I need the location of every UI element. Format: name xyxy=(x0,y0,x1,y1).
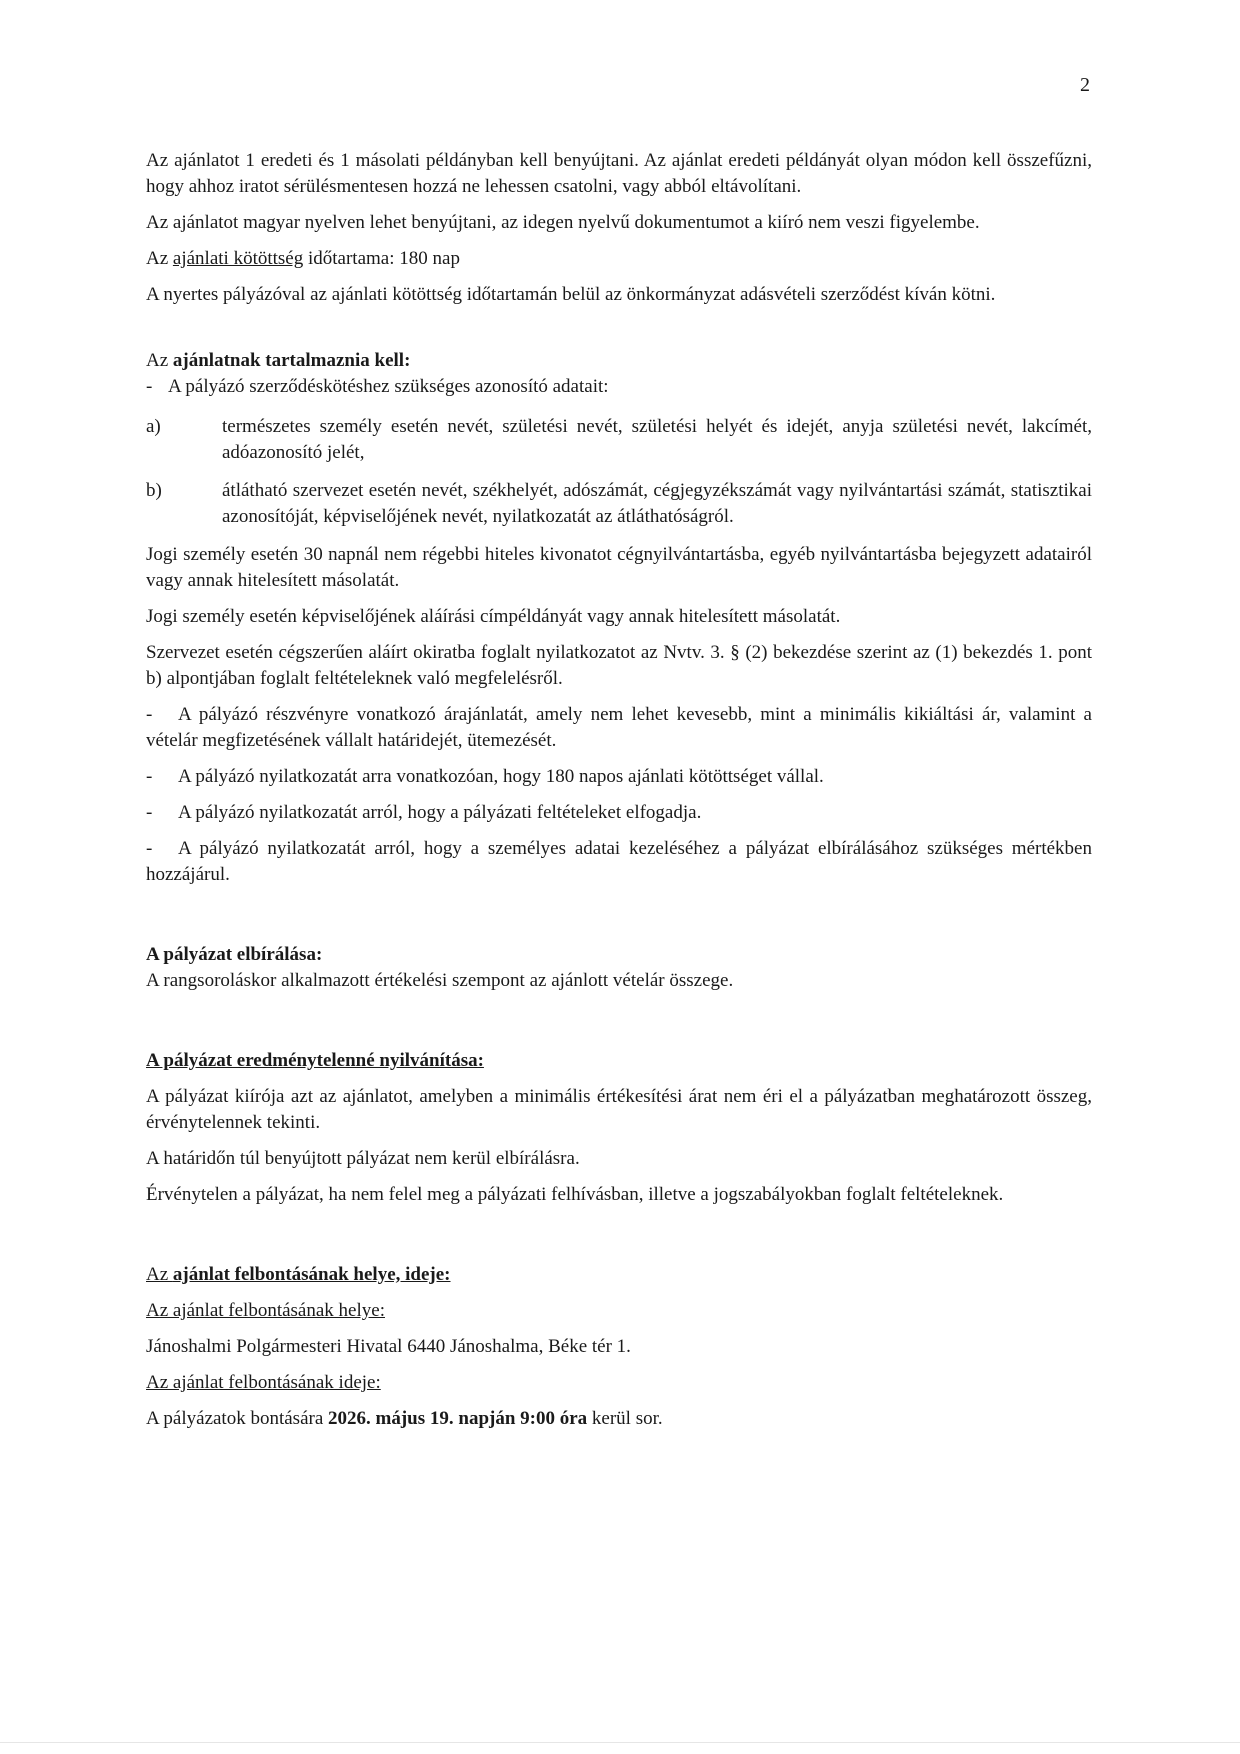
list-item-a xyxy=(146,414,1092,466)
invalid-heading: A pályázat eredménytelenné nyilvánítása: xyxy=(146,1050,484,1071)
list-text: természetes személy esetén nevét, születési nevét, születési helyét és idejét, anyja születési nevét, lakcímét, adóazonosító jelét, xyxy=(222,416,1092,463)
evaluation-heading: A pályázat elbírálása: xyxy=(146,944,323,965)
binding-suffix: időtartama: 180 nap xyxy=(303,248,460,269)
content-heading-bold: ajánlatnak tartalmaznia kell: xyxy=(172,350,411,371)
opening-time-prefix: A pályázatok bontására xyxy=(146,1408,329,1429)
invalid-paragraph-conditions: Érvénytelen a pályázat, ha nem felel meg a pályázati felhívásban, illetve a jogszabályokban foglalt feltételeknek. xyxy=(146,1184,1004,1205)
opening-time-value xyxy=(146,1406,1092,1432)
paragraph-legal-entity-extract: Jogi személy esetén 30 napnál nem régebbi hiteles kivonatot cégnyilvántartásba, egyéb nyilvántartásba bejegyzett adatairól vagy annak hitelesített másolatát. xyxy=(146,544,1092,591)
scan-edge-line xyxy=(0,1742,1240,1743)
dash-item-text: A pályázó részvényre vonatkozó árajánlatát, amely nem lehet kevesebb, mint a minimális kikiáltási ár, valamint a vételár megfizetésének vállalt határidejét, ütemezését. xyxy=(146,704,1092,751)
opening-place-label: Az ajánlat felbontásának helye: xyxy=(146,1300,385,1321)
dash-item-text: A pályázó nyilatkozatát arról, hogy a pályázati feltételeket elfogadja. xyxy=(178,802,702,823)
content-heading-prefix: Az xyxy=(146,350,173,371)
paragraph-legal-entity-signature: Jogi személy esetén képviselőjének aláírási címpéldányát vagy annak hitelesített másolatát. xyxy=(146,606,841,627)
opening-heading-bold: ajánlat felbontásának helye, ideje: xyxy=(172,1264,451,1285)
intro-paragraph-language: Az ajánlatot magyar nyelven lehet benyújtani, az idegen nyelvű dokumentumot a kiíró nem veszi figyelembe. xyxy=(146,212,980,233)
list-label: a) xyxy=(146,416,161,437)
page-number: 2 xyxy=(1080,74,1090,96)
document-body xyxy=(146,148,1092,1442)
evaluation-text: A rangsoroláskor alkalmazott értékelési szempont az ajánlott vételár összege. xyxy=(146,970,734,991)
paragraph-organization-statement: Szervezet esetén cégszerűen aláírt okiratba foglalt nyilatkozatot az Nvtv. 3. § (2) bekezdése szerint az (1) bekezdés 1. pont b) alpontjában foglalt feltételeknek való megfelelésről. xyxy=(146,642,1092,689)
dash-item-acceptance: - A pályázó nyilatkozatát arról, hogy a pályázati feltételeket elfogadja. xyxy=(146,802,702,823)
intro-paragraph-contract: A nyertes pályázóval az ajánlati kötöttség időtartamán belül az önkormányzat adásvételi szerződést kíván kötni. xyxy=(146,284,996,305)
dash-item-binding-statement: - A pályázó nyilatkozatát arra vonatkozóan, hogy 180 napos ajánlati kötöttséget vállal. xyxy=(146,766,824,787)
intro-paragraph-copies: Az ajánlatot 1 eredeti és 1 másolati példányban kell benyújtani. Az ajánlat eredeti példányát olyan módon kell összefűzni, hogy ahhoz iratot sérülésmentesen hozzá ne lehessen csatolni, vagy abból eltávolítani. xyxy=(146,150,1092,197)
invalid-paragraph-price: A pályázat kiírója azt az ajánlatot, amelyben a minimális értékesítési árat nem éri el a pályázatban meghatározott összeg, érvénytelennek tekinti. xyxy=(146,1086,1092,1133)
list-label: b) xyxy=(146,480,162,501)
list-text: átlátható szervezet esetén nevét, székhelyét, adószámát, cégjegyzékszámát vagy nyilvántartási számát, statisztikai azonosítóját, képviselőjének nevét, nyilatkozatát az átláthatóságról. xyxy=(222,480,1092,527)
binding-term: ajánlati kötöttség xyxy=(172,248,304,269)
opening-place-value: Jánoshalmi Polgármesteri Hivatal 6440 Jánoshalma, Béke tér 1. xyxy=(146,1336,631,1357)
dash-item-data-consent: - A pályázó nyilatkozatát arról, hogy a személyes adatai kezeléséhez a pályázat elbírálásához szükséges mértékben hozzájárul. xyxy=(146,838,1092,885)
dash-item-text: A pályázó nyilatkozatát arról, hogy a személyes adatai kezeléséhez a pályázat elbírálásához szükséges mértékben hozzájárul. xyxy=(146,838,1092,885)
opening-heading xyxy=(146,1262,1092,1288)
dash-item-text: A pályázó nyilatkozatát arra vonatkozóan, hogy 180 napos ajánlati kötöttséget vállal. xyxy=(178,766,824,787)
binding-prefix: Az xyxy=(146,248,173,269)
opening-time-bold: 2026. május 19. napján 9:00 óra xyxy=(328,1408,588,1429)
opening-heading-prefix: Az xyxy=(146,1264,173,1285)
dash-item-price-offer: - A pályázó részvényre vonatkozó árajánlatát, amely nem lehet kevesebb, mint a minimális kikiáltási ár, valamint a vételár megfizetésének vállalt határidejét, ütemezését. xyxy=(146,704,1092,751)
invalid-paragraph-deadline: A határidőn túl benyújtott pályázat nem kerül elbírálásra. xyxy=(146,1148,580,1169)
intro-paragraph-binding-period xyxy=(146,246,1092,272)
dash-item-identification: - A pályázó szerződéskötéshez szükséges azonosító adatait: xyxy=(146,376,609,397)
opening-time-suffix: kerül sor. xyxy=(587,1408,663,1429)
opening-time-label: Az ajánlat felbontásának ideje: xyxy=(146,1372,381,1393)
list-item-b xyxy=(146,478,1092,530)
dash-item-text: A pályázó szerződéskötéshez szükséges azonosító adatait: xyxy=(168,376,609,397)
content-heading xyxy=(146,348,1092,374)
